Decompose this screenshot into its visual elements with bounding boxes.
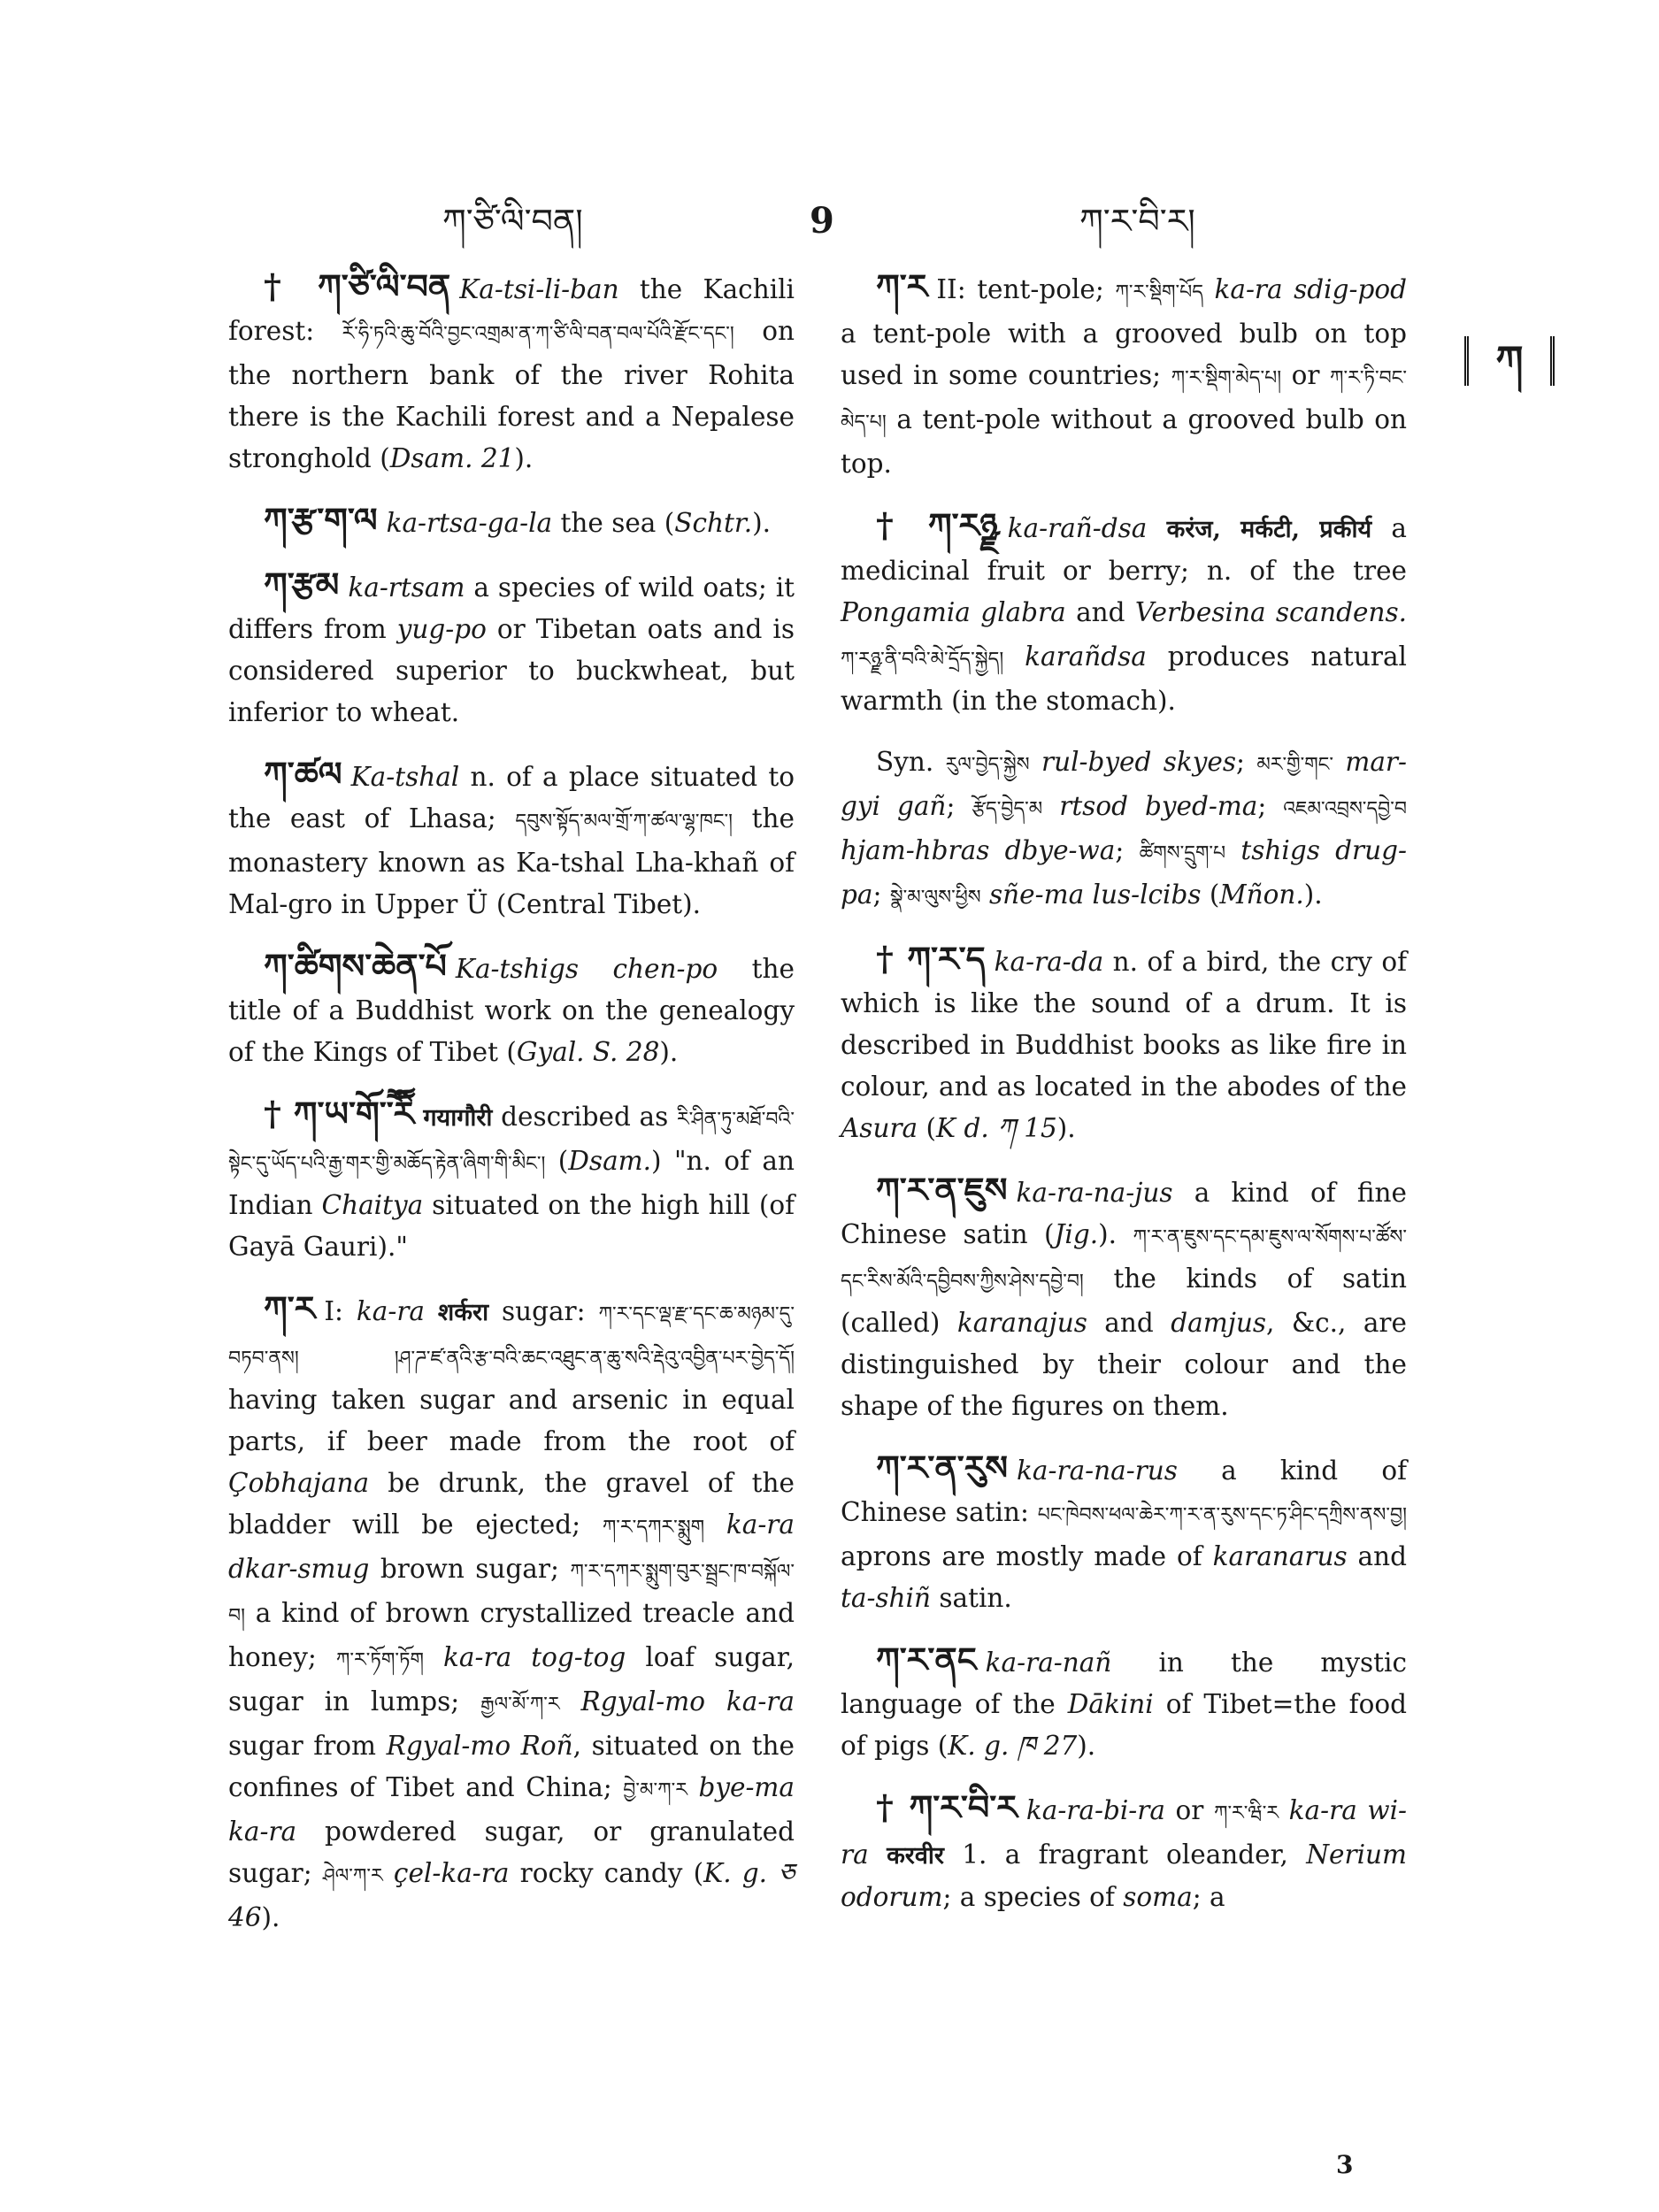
tibetan-text: ཀ་ར་དཀར་སྨུག་བུར་སྦྲང་ཁ་བསྐོལ་བ། (228, 1561, 795, 1627)
definition-text: the title of a Buddhist work on the genealogy of the Kings of Tibet ( (228, 954, 795, 1067)
right-column (841, 265, 1407, 1938)
transliteration: soma (1123, 1882, 1193, 1912)
transliteration: ka-ra wi-ra (841, 1795, 1408, 1870)
definition-text: and (1065, 597, 1135, 627)
transliteration: ka-ra sdig-pod (1202, 274, 1407, 304)
definition-text: a tent-pole with a grooved bulb on top used in some countries; (841, 319, 1407, 390)
definition-text: ; (946, 791, 972, 821)
headword: † ཀ་ར་ད (876, 939, 986, 979)
tibetan-text: ཀ་ར་ཏོག་ཏོག (335, 1649, 424, 1671)
transliteration: ka-rtsa-ga-la (386, 508, 553, 538)
transliteration: karañdsa (1025, 641, 1147, 672)
transliteration: ka-ra-na-rus (1017, 1455, 1178, 1486)
definition-text: ). (659, 1037, 679, 1067)
transliteration: ka-ra tog-tog (423, 1642, 626, 1672)
headword: ཀ་ཚིགས་ཆེན་པོ (264, 946, 447, 986)
tibetan-text: ཀ་ར་ན་ཇུས་དང་དམ་ཇུས་ལ་སོགས་པ་ཚོས་དང་རིས་མོའི་དབྱིབས་ཀྱིས་ཤེས་དབྱེ་བ། (841, 1226, 1407, 1293)
dictionary-entry (841, 938, 1407, 1149)
definition-text: ) "n. of an Indian (228, 1146, 795, 1220)
devanagari-text: शर्करा (425, 1299, 489, 1326)
dictionary-entry (841, 1639, 1407, 1767)
tibetan-text: ཀ་ར་ཝི་ར (1213, 1802, 1279, 1824)
definition-text: I: (324, 1296, 357, 1326)
definition-text: a kind of Chinese satin: (841, 1455, 1407, 1527)
definition-text: a kind of brown crystallized treacle and honey; (228, 1598, 795, 1672)
transliteration: bye-ma ka-ra (228, 1772, 795, 1847)
dictionary-entry (228, 1287, 795, 1939)
thumb-index-tab: ཀ (1464, 336, 1555, 386)
definition-text: a medicinal fruit or berry; n. of the tree (841, 513, 1407, 586)
transliteration: Gyal. S. 28 (516, 1037, 660, 1067)
definition-text: a tent-pole without a grooved bulb on top. (841, 404, 1407, 479)
definition-text: aprons are mostly made of (841, 1541, 1213, 1571)
tibetan-text: རོ་ཧི་ཏའི་ཆུ་བོའི་བྱང་འགྲམ་ན་ཀ་ཙི་ལི་བན་བལ་པོའི་རྫོང་དང་། (342, 323, 734, 345)
transliteration: Rgyal-mo Roñ (386, 1731, 573, 1761)
transliteration: Dākini (1067, 1689, 1154, 1719)
transliteration: ka-ra-da (994, 947, 1104, 977)
dictionary-entry (841, 265, 1407, 485)
definition-text: the kinds of satin (called) (841, 1263, 1407, 1338)
definition-text: or (1164, 1795, 1214, 1825)
transliteration: K d. ཀ 15 (936, 1113, 1057, 1143)
definition-text: having taken sugar and arsenic in equal parts, if beer made from the root of (228, 1385, 795, 1456)
page-number: 9 (810, 200, 834, 242)
dictionary-entry (841, 1786, 1407, 1918)
dictionary-entry (841, 1447, 1407, 1619)
tibetan-text: ཚིགས་དྲུག་པ (1139, 842, 1226, 864)
headword: ཀ་ར་ན་ཇུས (876, 1170, 1008, 1210)
definition-text: satin. (930, 1583, 1012, 1613)
definition-text: ). (261, 1902, 280, 1932)
dictionary-entry (228, 265, 795, 480)
dictionary-entry (228, 499, 795, 544)
dictionary-entry (228, 1093, 795, 1268)
definition-text: ; (1257, 791, 1284, 821)
devanagari-text: गयागौरी (423, 1104, 493, 1132)
tibetan-text: མར་གྱི་གང་ (1256, 754, 1333, 776)
tibetan-text: ཀ་རཉྫ་ནི་བའི་མེ་དྲོད་སྐྱེད། (841, 649, 1004, 671)
definition-text: of Tibet=the food of pigs ( (841, 1689, 1407, 1761)
transliteration: Çobhajana (228, 1468, 370, 1498)
definition-text: produces natural warmth (in the stomach). (841, 641, 1407, 716)
definition-text: brown sugar; (369, 1554, 571, 1584)
definition-text: powdered sugar, or granulated sugar; (228, 1816, 795, 1888)
headword: ཀ་རྩ་ག་ལ (264, 500, 378, 540)
transliteration: ka-rtsam (348, 572, 465, 603)
dictionary-entry (228, 945, 795, 1073)
definition-text: ). (1056, 1113, 1076, 1143)
transliteration: ka-ra-bi-ra (1025, 1795, 1165, 1825)
tibetan-text: ཤེལ་ཀ་ར (322, 1865, 383, 1887)
transliteration: Jig. (1054, 1219, 1099, 1249)
tibetan-text: སྣེ་མ་ལུས་ཕྱིས (889, 887, 981, 909)
transliteration: Dsam. 21 (389, 443, 515, 473)
transliteration: damjus (1171, 1308, 1266, 1338)
transliteration: karanarus (1212, 1541, 1348, 1571)
left-column (228, 265, 795, 1958)
transliteration: sñe-ma lus-lcibs (980, 879, 1202, 910)
headword: ཀ་ར་ནང (876, 1640, 977, 1679)
transliteration: ka-ra-na-jus (1016, 1178, 1173, 1208)
transliteration: Chaitya (321, 1190, 424, 1220)
definition-text: , &c., are distinguished by their colour and the shape of the figures on them. (841, 1308, 1407, 1421)
transliteration: ka-ra dkar-smug (228, 1509, 795, 1584)
definition-text: a kind of fine Chinese satin ( (841, 1178, 1407, 1249)
running-head-right: ཀ་ར་བི་ར། (1079, 202, 1195, 241)
definition-text: sugar: (488, 1296, 599, 1326)
tibetan-text: འཇམ་འབྲས་དབྱེ་བ (1283, 798, 1407, 820)
definition-text: 1. a fragrant oleander, (943, 1839, 1307, 1870)
headword: ཀ་རྩམ (264, 565, 340, 604)
definition-text: ). (1098, 1219, 1133, 1249)
transliteration: Pongamia glabra (841, 597, 1066, 627)
running-head-left: ཀ་ཙི་ལི་བན། (442, 202, 583, 241)
transliteration: Mñon. (1219, 879, 1304, 910)
definition-text: ; a (1192, 1882, 1225, 1912)
definition-text: ( (918, 1113, 937, 1143)
transliteration: K. g. ཅ 46 (228, 1858, 795, 1932)
definition-text (1003, 641, 1025, 672)
signature-mark: 3 (1336, 2150, 1354, 2179)
headword: † ཀ་ཡ་གོ་ཽ་རི (264, 1094, 415, 1133)
definition-text: ; (1115, 835, 1140, 865)
definition-text: on the northern bank of the river Rohita there is the Kachili forest and a Nepalese stronghold ( (228, 316, 795, 473)
transliteration: karanajus (956, 1308, 1087, 1338)
tibetan-text: དབུས་སྟོད་མལ་གྲོ་ཀ་ཚལ་ལྷ་ཁང་། (515, 810, 733, 833)
transliteration: Ka-tsi-li-ban (459, 274, 619, 304)
definition-text: or Tibetan oats and is considered superior to buckwheat, but inferior to wheat. (228, 614, 795, 727)
tibetan-text: ཀ་ར་དཀར་སྨུག (602, 1517, 705, 1539)
definition-text: a species of wild oats; it differs from (228, 572, 795, 644)
transliteration: ka-ra (356, 1296, 426, 1326)
tibetan-text: རི་ཤིན་ཏུ་མཐོ་བའི་སྟེང་དུ་ཡོད་པའི་རྒྱ་གར་གྱི་མཆོད་རྟེན་ཞིག་གི་མིང་། (228, 1109, 795, 1175)
definition-text: ; (872, 879, 890, 910)
dictionary-entry (841, 1169, 1407, 1427)
transliteration: Dsam. (568, 1146, 652, 1176)
transliteration: çel-ka-ra (382, 1858, 510, 1888)
headword: † ཀ་རཉྫ (876, 505, 999, 545)
tibetan-text: བྱེ་མ་ཀ་ར (623, 1779, 687, 1801)
tibetan-text: པང་ཁེབས་ཕལ་ཆེར་ཀ་ར་ན་རུས་དང་ཏ་ཤིང་དཀྲིས་ནས་བྱ། (1037, 1504, 1407, 1526)
transliteration: rtsod byed-ma (1042, 791, 1258, 821)
headword: ཀ་ར་ན་རུས (876, 1448, 1009, 1487)
definition-text: or (1281, 360, 1331, 390)
transliteration: Schtr. (674, 508, 753, 538)
devanagari-text: करवीर (868, 1842, 944, 1870)
definition-text: and (1087, 1308, 1171, 1338)
definition-text: the sea ( (552, 508, 675, 538)
definition-text: the Kachili forest: (228, 274, 795, 346)
definition-text: sugar from (228, 1731, 387, 1761)
headword: † ཀ་ར་བི་ར (876, 1787, 1018, 1827)
transliteration: Ka-tshal (350, 762, 460, 792)
definition-text: the monastery known as Ka-tshal Lha-khañ of Mal-gro in Upper Ü (Central Tibet). (228, 803, 795, 919)
transliteration: Ka-tshigs chen-po (455, 954, 718, 984)
tibetan-text: ཀ་ར་སྡིག་མེད་པ། (1171, 367, 1282, 389)
transliteration: ta-shiñ (841, 1583, 931, 1613)
tibetan-text: ཀ་ར་དང་ལྡ་རྫ་དང་ཆ་མཉམ་དུ་བཏབ་ནས། །ཤ་ཌ་ཛ་ནའི་རྩ་བའི་ཆང་འཐུང་ན་ཆུ་སའི་རྡེའུ་འབྱིན་པར་བྱེད་དོ། (228, 1303, 795, 1370)
definition-text: situated on the high hill (of Gayā Gauri)." (228, 1190, 795, 1262)
dictionary-entry (841, 504, 1407, 722)
transliteration: Rgyal-mo ka-ra (559, 1686, 795, 1717)
dictionary-entry (228, 564, 795, 733)
definition-text: ). (752, 508, 771, 538)
headword: ཀ་ཚལ (264, 754, 342, 794)
transliteration: Asura (841, 1113, 918, 1143)
headword: ཀ་ར (264, 1288, 316, 1328)
definition-text: n. of a place situated to the east of Lhasa; (228, 762, 795, 833)
definition-text: loaf sugar, sugar in lumps; (228, 1642, 795, 1717)
dictionary-entry (841, 741, 1407, 918)
transliteration: hjam-hbras dbye-wa (841, 835, 1116, 865)
tibetan-text: རུལ་བྱེད་སྐྱེས (945, 754, 1030, 776)
definition-text: described as (492, 1102, 677, 1132)
tibetan-text: ཀ་ར་ཏི་བང་མེད་པ། (841, 367, 1407, 434)
tibetan-text: རྩོད་བྱེད་མ (972, 798, 1043, 820)
headword: † ཀ་ཙི་ལི་བན (264, 266, 451, 306)
dictionary-entry (228, 753, 795, 926)
transliteration: ka-rañ-dsa (1007, 513, 1148, 543)
definition-text: ( (1201, 879, 1220, 910)
definition-text: Syn. (876, 747, 946, 777)
transliteration: yug-po (396, 614, 487, 644)
definition-text: ). (1077, 1731, 1096, 1761)
transliteration: ka-ra-nañ (985, 1647, 1112, 1678)
definition-text: ). (1303, 879, 1323, 910)
tibetan-text: ཀ་ར་སྡིག་པོད (1115, 281, 1203, 303)
tibetan-text: རྒྱལ་མོ་ཀ་ར (480, 1694, 560, 1716)
transliteration: tshigs drug-pa (841, 835, 1407, 910)
transliteration: K. g. ཁ 27 (948, 1731, 1078, 1761)
definition-text: ). (514, 443, 534, 473)
definition-text: II: tent-pole; (936, 274, 1116, 304)
transliteration: rul-byed skyes (1029, 747, 1237, 777)
definition-text: ; (1236, 747, 1257, 777)
definition-text: rocky candy ( (509, 1858, 704, 1888)
definition-text: ( (545, 1146, 569, 1176)
definition-text: be drunk, the gravel of the bladder will be ejected; (228, 1468, 795, 1540)
transliteration: Verbesina scandens. (1134, 597, 1407, 627)
devanagari-text: करंज, मर्कटी, प्रकीर्य (1147, 516, 1372, 543)
transliteration: mar-gyi gañ (841, 747, 1407, 821)
definition-text: , situated on the confines of Tibet and China; (228, 1731, 795, 1802)
transliteration: Nerium odorum (841, 1839, 1407, 1912)
definition-text: n. of a bird, the cry of which is like the sound of a drum. It is described in Buddhist books as like fire in colour, and as located in the abodes of the (841, 947, 1407, 1102)
headword: ཀ་ར (876, 266, 928, 306)
definition-text: and (1347, 1541, 1407, 1571)
definition-text: ; a species of (942, 1882, 1124, 1912)
definition-text: in the mystic language of the (841, 1647, 1407, 1719)
